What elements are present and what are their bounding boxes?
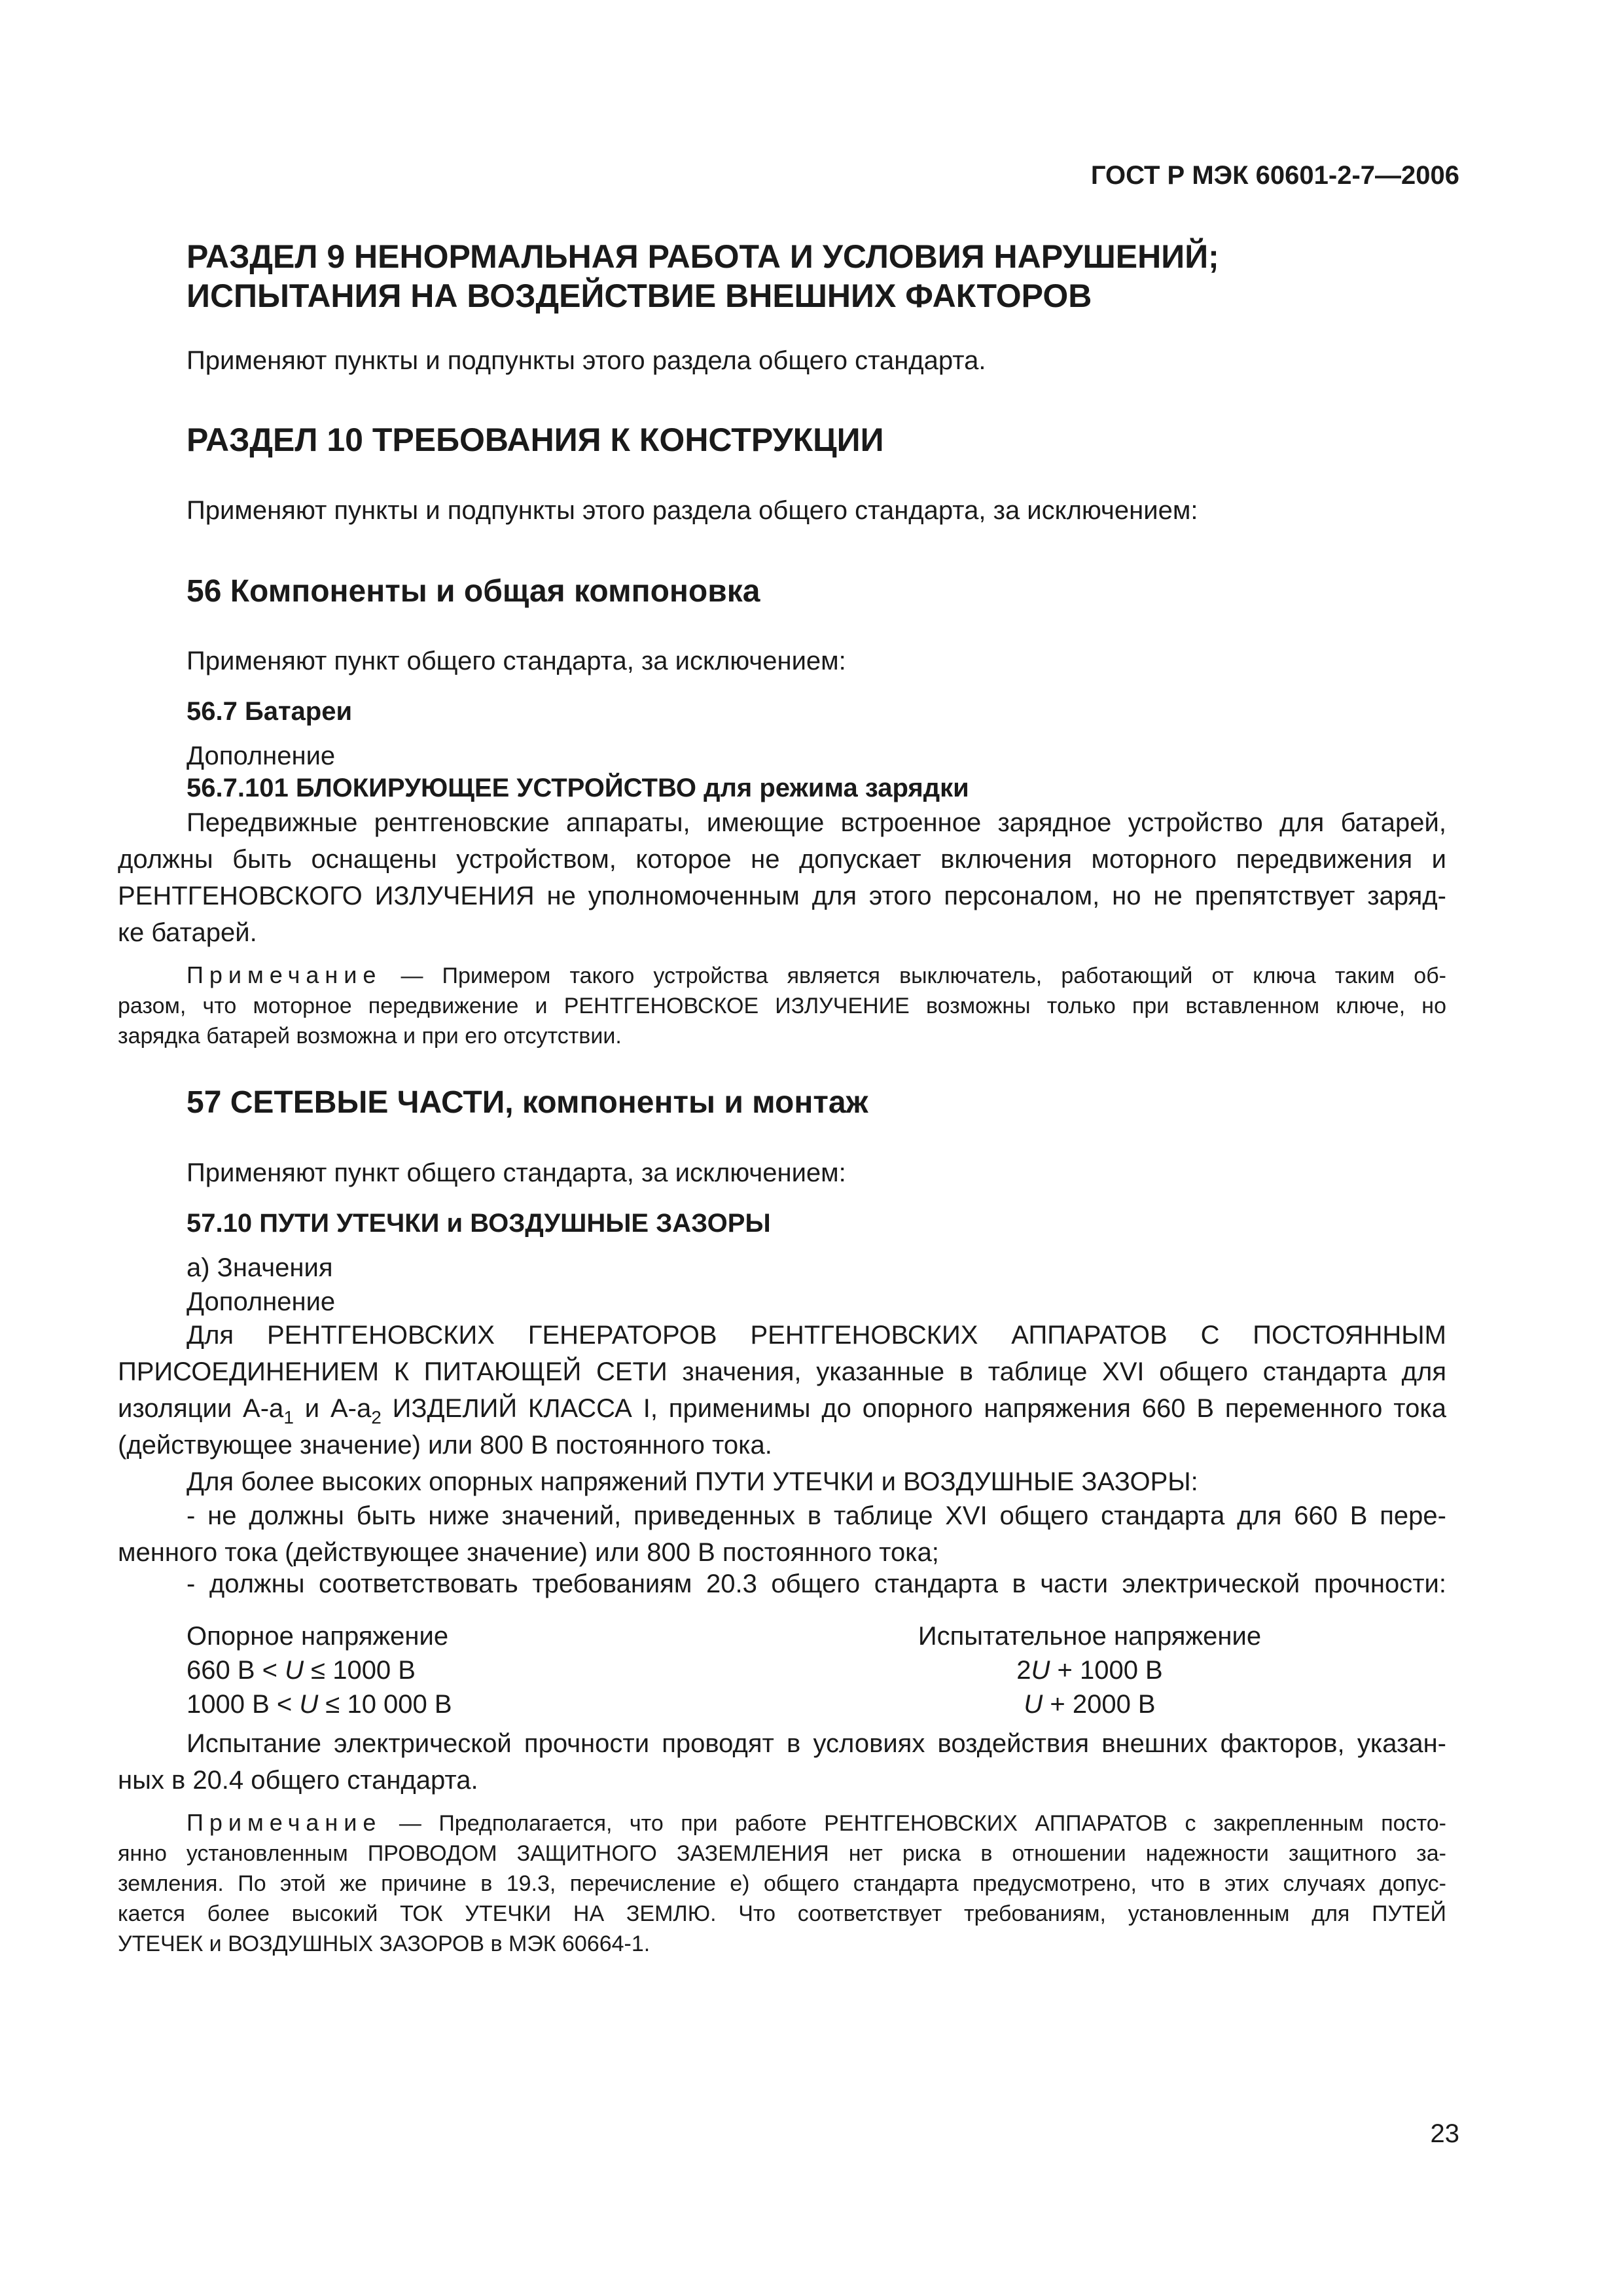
clause-57-dash-item-1: [118, 1498, 1446, 1571]
table-header-row: [187, 1619, 1446, 1653]
paragraph-line: Испытание электрической прочности проводят в условиях воздействия внешних факторов, указан-: [187, 1729, 1446, 1758]
clause-57-text: Применяют пункт общего стандарта, за исключением:: [187, 1158, 846, 1187]
note-line: Примечание — Примером такого устройства является выключатель, работающий от ключа таким об-: [187, 961, 1446, 988]
paragraph-line: РЕНТГЕНОВСКОГО ИЗЛУЧЕНИЯ не уполномоченным для этого персоналом, но не препятствует заряд-: [118, 882, 1446, 910]
clause-57-addition: Дополнение: [187, 1287, 336, 1316]
clause-56-paragraph: [118, 804, 1446, 951]
section-9-title-line2: ИСПЫТАНИЯ НА ВОЗДЕЙСТВИЕ ВНЕШНИХ ФАКТОРОВ: [187, 278, 1092, 314]
clause-56-title: 56 Компоненты и общая компоновка: [187, 574, 760, 609]
document-code: ГОСТ Р МЭК 60601-2-7—2006: [1090, 161, 1459, 190]
clause-56-addition: Дополнение: [187, 742, 336, 770]
section-9-text: Применяют пункты и подпункты этого раздела общего стандарта.: [187, 346, 986, 375]
voltage-table: [187, 1619, 1446, 1721]
table-cell: 2U + 1000 В: [1016, 1656, 1163, 1685]
paragraph-line: менного тока (действующее значение) или 800 В постоянного тока;: [118, 1538, 939, 1567]
section-9-title-line1: РАЗДЕЛ 9 НЕНОРМАЛЬНАЯ РАБОТА И УСЛОВИЯ НАРУШЕНИЙ;: [187, 238, 1219, 275]
paragraph-line: Передвижные рентгеновские аппараты, имеющие встроенное зарядное устройство для батарей,: [187, 808, 1446, 837]
table-row: [187, 1653, 1446, 1687]
table-cell: U + 2000 В: [1024, 1690, 1156, 1719]
clause-56-7-101-title: 56.7.101 БЛОКИРУЮЩЕЕ УСТРОЙСТВО для режима зарядки: [187, 774, 969, 802]
table-row: [187, 1687, 1446, 1721]
note-line: разом, что моторное передвижение и РЕНТГЕНОВСКОЕ ИЗЛУЧЕНИЕ возможны только при вставленном ключе, но: [118, 994, 1446, 1018]
note-line: Примечание — Предполагается, что при работе РЕНТГЕНОВСКИХ АППАРАТОВ с закрепленным посто-: [187, 1809, 1446, 1836]
page-number: 23: [1430, 2119, 1459, 2148]
note-line: зарядка батарей возможна и при его отсутствии.: [118, 1024, 622, 1049]
paragraph-line: изоляции $А-а_1$ и $А-а_2$ ИЗДЕЛИЙ КЛАССА I, применимы до опорного напряжения 660 В переменного тока: [118, 1394, 1446, 1427]
clause-57-10-title: 57.10 ПУТИ УТЕЧКИ и ВОЗДУШНЫЕ ЗАЗОРЫ: [187, 1209, 771, 1238]
paragraph-line: ке батарей.: [118, 918, 257, 947]
paragraph-line: - не должны быть ниже значений, приведенных в таблице XVI общего стандарта для 660 В пере-: [187, 1501, 1446, 1530]
note-line: земления. По этой же причине в 19.3, перечисление е) общего стандарта предусмотрено, что в этих случаях допус-: [118, 1871, 1446, 1896]
note-line: кается более высокий ТОК УТЕЧКИ НА ЗЕМЛЮ. Что соответствует требованиям, установленным для ПУТЕЙ: [118, 1901, 1446, 1926]
clause-57-dash-item-2: [118, 1566, 1446, 1602]
table-header-test-voltage: Испытательное напряжение: [918, 1622, 1262, 1651]
table-cell: 1000 В < U ≤ 10 000 В: [187, 1690, 452, 1719]
clause-57-paragraph-3: [118, 1725, 1446, 1799]
paragraph-line: должны быть оснащены устройством, которое не допускает включения моторного передвижения и: [118, 845, 1446, 874]
clause-57-title: 57 СЕТЕВЫЕ ЧАСТИ, компоненты и монтаж: [187, 1085, 868, 1120]
subscript: 1: [283, 1407, 294, 1427]
paragraph-line: (действующее значение) или 800 В постоянного тока.: [118, 1431, 772, 1460]
clause-57-paragraph-2: Для более высоких опорных напряжений ПУТИ УТЕЧКИ и ВОЗДУШНЫЕ ЗАЗОРЫ:: [187, 1467, 1198, 1496]
section-10-title: РАЗДЕЛ 10 ТРЕБОВАНИЯ К КОНСТРУКЦИИ: [187, 422, 884, 458]
note-label: Примечание: [187, 1809, 382, 1836]
note-label: Примечание: [187, 961, 382, 988]
paragraph-line: ПРИСОЕДИНЕНИЕМ К ПИТАЮЩЕЙ СЕТИ значения, указанные в таблице XVI общего стандарта для: [118, 1357, 1446, 1386]
clause-57-note: [118, 1808, 1446, 1959]
paragraph-line: - должны соответствовать требованиям 20.3 общего стандарта в части электрической прочности:: [187, 1570, 1446, 1598]
note-line: УТЕЧЕК и ВОЗДУШНЫХ ЗАЗОРОВ в МЭК 60664-1.: [118, 1931, 651, 1956]
table-cell: 660 В < U ≤ 1000 В: [187, 1656, 416, 1685]
clause-57-item-a: а) Значения: [187, 1253, 333, 1282]
note-line: янно установленным ПРОВОДОМ ЗАЩИТНОГО ЗАЗЕМЛЕНИЯ нет риска в отношении надежности защитного за-: [118, 1841, 1446, 1866]
clause-57-paragraph-1: [118, 1317, 1446, 1463]
subscript: 2: [371, 1407, 382, 1427]
paragraph-line: Для РЕНТГЕНОВСКИХ ГЕНЕРАТОРОВ РЕНТГЕНОВСКИХ АППАРАТОВ С ПОСТОЯННЫМ: [187, 1321, 1446, 1350]
clause-56-note: [118, 960, 1446, 1051]
paragraph-line: ных в 20.4 общего стандарта.: [118, 1766, 478, 1795]
section-10-text: Применяют пункты и подпункты этого раздела общего стандарта, за исключением:: [187, 496, 1198, 525]
clause-56-7-title: 56.7 Батареи: [187, 697, 353, 726]
table-header-reference-voltage: Опорное напряжение: [187, 1622, 449, 1651]
clause-56-text: Применяют пункт общего стандарта, за исключением:: [187, 647, 846, 675]
